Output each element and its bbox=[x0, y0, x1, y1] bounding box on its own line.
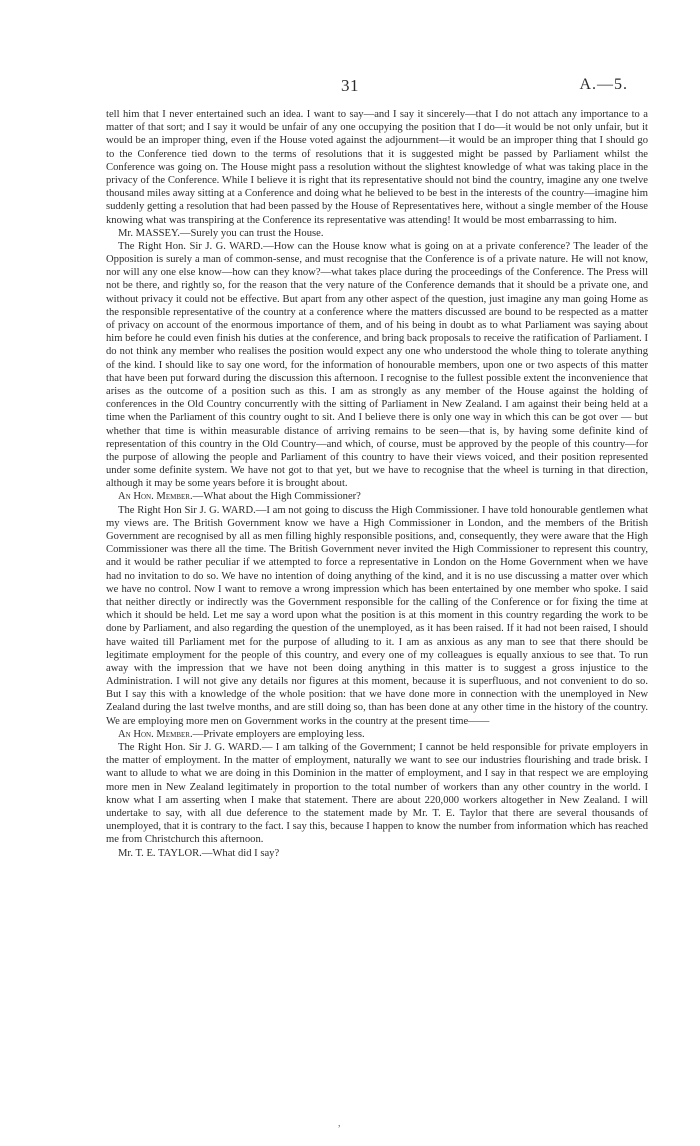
speaker-name: The Right Hon. Sir J. G. WARD. bbox=[118, 240, 264, 252]
footer-mark: , bbox=[338, 1118, 341, 1129]
paragraph bbox=[106, 504, 648, 728]
paragraph-text: —How can the House know what is going on at a private conference? The leader of the Opposition is surely a man of common-sense, and must recognise that the Conference is of a private nature. He will not know, nor will any one else know—how can they know?—what takes place during the proceedings of the Conference. The Press will not be there, and rightly so, for the reason that the very nature of the Conference demands that it should be a private one, and without privacy it could not be effective. But apart from any other aspect of the question, just imagine any man going Home as the responsible representative of the country at a conference where the matters discussed are bound to be respected as a matter of privacy on account of the enormous importance of them, and of his being in doubt as to what Parliament was saying about him before he could even finish his duties at the conference, and bring back proposals to receive the ratification of Parliament. I do not think any member who realises the position would expect any one who understood the whole thing to tolerate anything of the kind. I should like to say one word, for the information of honourable members, upon one or two aspects of this matter that have been put forward during the discussion this afternoon. I recognise to the fullest possible extent the inconvenience that arises as the outcome of a position such as this. I am as strongly as any member of the House against the holding of conferences in the Old Country concurrently with the sitting of Parliament in New Zealand. I am against their being held at a time when the Parliament of this country ought to sit. And I believe there is only one way in which this can be got over — but whether that time is within measurable distance of arriving remains to be seen—that is, by having some definite kind of representation of this country in the Old Country—and which, of course, must be approved by the people of this country—for the purpose of allowing the people and Parliament of this country to have their views voiced, and their position represented under some definite system. We have not got to that yet, but we have to recognise that the wheel is turning in that direction, although it may be some years before it is brought about. bbox=[106, 240, 648, 490]
document-body bbox=[106, 108, 648, 860]
paragraph-text: —What about the High Commissioner? bbox=[192, 491, 361, 503]
speaker-name: The Right Hon Sir J. G. WARD. bbox=[118, 504, 256, 516]
paragraph bbox=[106, 728, 648, 741]
paragraph-text: —Private employers are employing less. bbox=[192, 728, 365, 740]
speaker-name: The Right Hon. Sir J. G. WARD. bbox=[118, 742, 262, 753]
paragraph-text: — I am talking of the Government; I cannot be held responsible for private employers in the matter of employment. In the matter of employment, naturally we want to see our industries flourishing and trade brisk. I want to allude to what we are doing in this Dominion in the matter of employment, and I say in that respect we are employing more men in New Zealand legitimately in proportion to the total number of workers than any other country in the world. I know what I am asserting when I make that statement. There are about 220,000 workers altogether in New Zealand. I will undertake to say, with all due deference to the statement made by Mr. T. E. Taylor that there are several thousands of unemployed, that it is contrary to the fact. I say this, because I happen to know the number from information which has reached me from Christchurch this afternoon. bbox=[106, 742, 648, 846]
paragraph-text: —Surely you can trust the House. bbox=[179, 227, 324, 239]
paragraph bbox=[106, 227, 648, 240]
page-number: 31 bbox=[341, 76, 359, 95]
speaker-name: An Hon. Member. bbox=[118, 728, 193, 740]
paragraph bbox=[106, 741, 648, 847]
speaker-name: Mr. MASSEY. bbox=[118, 227, 180, 239]
document-reference: A.—5. bbox=[579, 76, 628, 93]
paragraph-text: tell him that I never entertained such an idea. I want to say—and I say it sincerely—that I do not attach any importance to a matter of that sort; and I say it would be unfair of any one occupying the position that I do—it would be not only unfair, but it would be an improper thing, even if the House voted against the adjournment—it would be an improper thing that I should go to the Conference tied down to the terms of resolutions that it is suggested might be passed by Parliament whilst the Conference was going on. The House might pass a resolution without the slightest knowledge of what was taking place in the privacy of the Conference. While I believe it is right that its representative should not bind the country, imagine any one twelve thousand miles away sitting at a Conference and doing what he believed to be best in the interests of the country—imagine him suddenly getting a resolution that had been passed by the House of Representatives here, without a single member of the House knowing what was transpiring at the Conference its representative was attending! It would be most embarrassing to him. bbox=[106, 109, 648, 226]
paragraph bbox=[106, 108, 648, 227]
paragraph-text: —What did I say? bbox=[201, 847, 280, 859]
paragraph bbox=[106, 490, 648, 503]
paragraph bbox=[106, 240, 648, 491]
speaker-name: An Hon. Member. bbox=[118, 491, 193, 503]
speaker-name: Mr. T. E. TAYLOR. bbox=[118, 847, 202, 859]
paragraph bbox=[106, 847, 648, 860]
paragraph-text: —I am not going to discuss the High Commissioner. I have told honourable gentlemen what my views are. The British Government know we have a High Commissioner in London, and the members of the British Government are recognised by all as men filling highly responsible positions, and, consequently, they were aware that the High Commissioner was there all the time. The British Government never invited the High Commissioner to represent this country, and it would be rather peculiar if we attempted to force a representative in London on the Home Government when we have had no invitation to do so. We have no intention of doing anything of the kind, and it is no use discussing a matter over which we have no control. Now I want to remove a wrong impression which has been entertained by one member who spoke. I said that neither directly or indirectly was the Government responsible for the calling of the Conference or for fixing the time at which it should be held. Let me say a word upon what the position is at this moment in this country regarding the work to be done by Parliament, and also regarding the question of the unemployed, as it has been raised. If it had not been raised, I should have waited till Parliament met for the purpose of alluding to it. I am as anxious as any man to see that there should be legitimate employment for the people of this country, and every one of my colleagues is equally anxious to see that. To run away with the impression that we have not been doing anything in this matter is to suggest a gross injustice to the Administration. I will not give any details nor figures at this moment, because it is superfluous, and not convenient to do so. But I say this with a knowledge of the whole position: that we have done more in connection with the unemployed in New Zealand during the last twelve months, and are still doing so, than has been done at any other time in the history of the country. We are employing more men on Government works in the country at the present time—— bbox=[106, 504, 649, 727]
